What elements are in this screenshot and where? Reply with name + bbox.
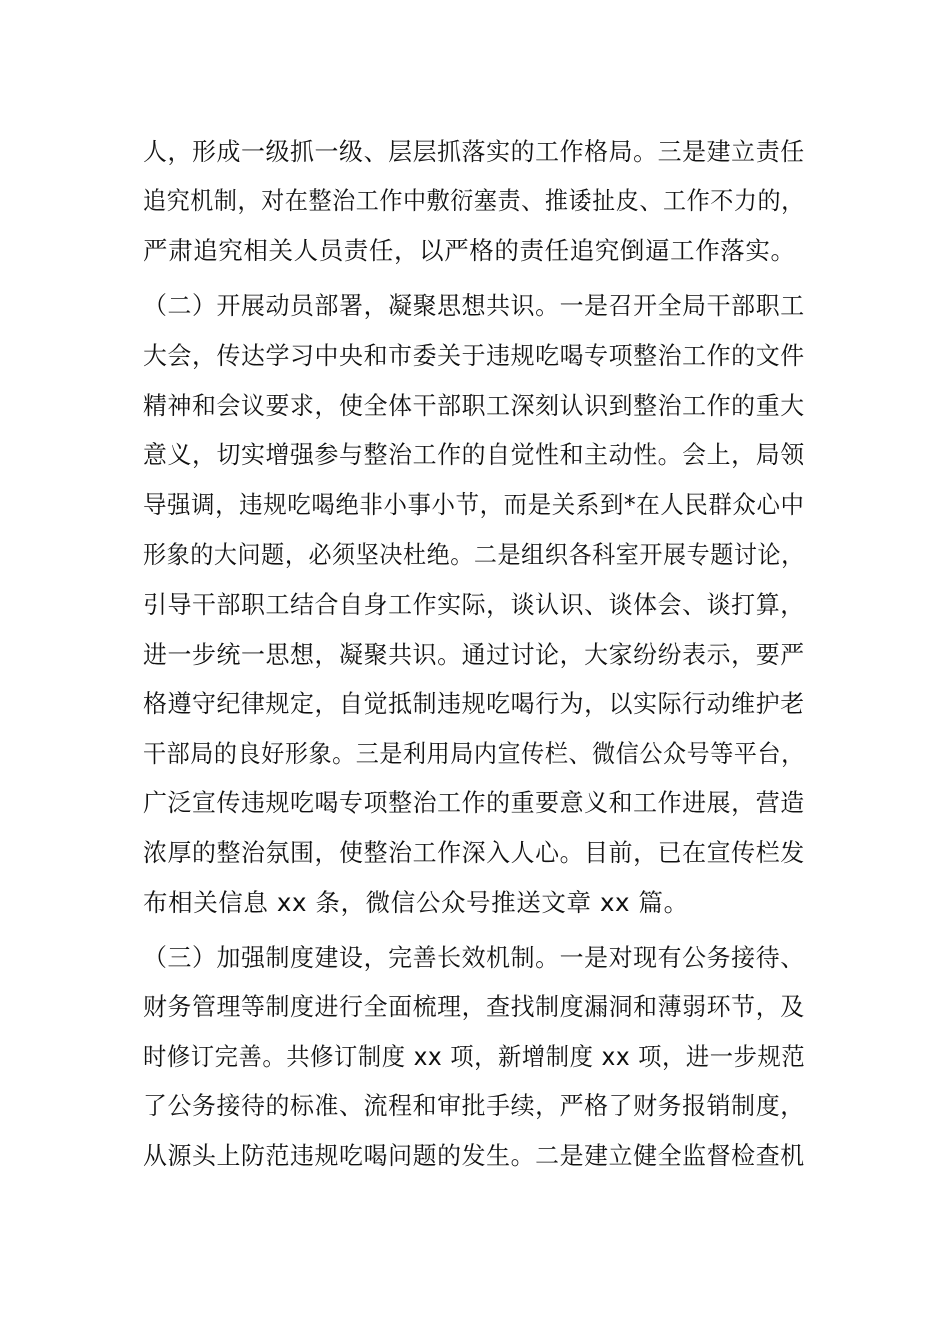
text-line: 格遵守纪律规定，自觉抵制违规吃喝行为，以实际行动维护老: [143, 689, 805, 718]
text-line: 干部局的良好形象。三是利用局内宣传栏、微信公众号等平台，: [143, 739, 805, 768]
text-line: 形象的大问题，必须坚决杜绝。二是组织各科室开展专题讨论，: [143, 540, 805, 569]
text-line: 广泛宣传违规吃喝专项整治工作的重要意义和工作进展，营造: [143, 788, 805, 817]
text-line: 意义，切实增强参与整治工作的自觉性和主动性。会上，局领: [143, 440, 805, 469]
text-line: 布相关信息 xx 条，微信公众号推送文章 xx 篇。: [143, 888, 689, 917]
text-line: 追究机制，对在整治工作中敷衍塞责、推诿扯皮、工作不力的，: [143, 186, 805, 215]
text-line: 严肃追究相关人员责任，以严格的责任追究倒逼工作落实。: [143, 236, 796, 265]
paragraph-heading-line: （二）开展动员部署，凝聚思想共识。一是召开全局干部职工: [143, 291, 805, 320]
text-line: 引导干部职工结合自身工作实际，谈认识、谈体会、谈打算，: [143, 590, 805, 619]
text-line: 浓厚的整治氛围，使整治工作深入人心。目前，已在宣传栏发: [143, 838, 805, 867]
text-line: 导强调，违规吃喝绝非小事小节，而是关系到*在人民群众心中: [143, 490, 805, 519]
text-line: 大会，传达学习中央和市委关于违规吃喝专项整治工作的文件: [143, 341, 805, 370]
text-line: 精神和会议要求，使全体干部职工深刻认识到整治工作的重大: [143, 391, 805, 420]
paragraph-heading-line: （三）加强制度建设，完善长效机制。一是对现有公务接待、: [143, 943, 805, 972]
text-line: 人，形成一级抓一级、层层抓落实的工作格局。三是建立责任: [143, 137, 805, 166]
text-line: 从源头上防范违规吃喝问题的发生。二是建立健全监督检查机: [143, 1141, 805, 1170]
text-line: 财务管理等制度进行全面梳理，查找制度漏洞和薄弱环节，及: [143, 992, 805, 1021]
text-line: 了公务接待的标准、流程和审批手续，严格了财务报销制度，: [143, 1091, 805, 1120]
text-line: 进一步统一思想，凝聚共识。通过讨论，大家纷纷表示，要严: [143, 640, 805, 669]
text-line: 时修订完善。共修订制度 xx 项，新增制度 xx 项，进一步规范: [143, 1042, 806, 1071]
